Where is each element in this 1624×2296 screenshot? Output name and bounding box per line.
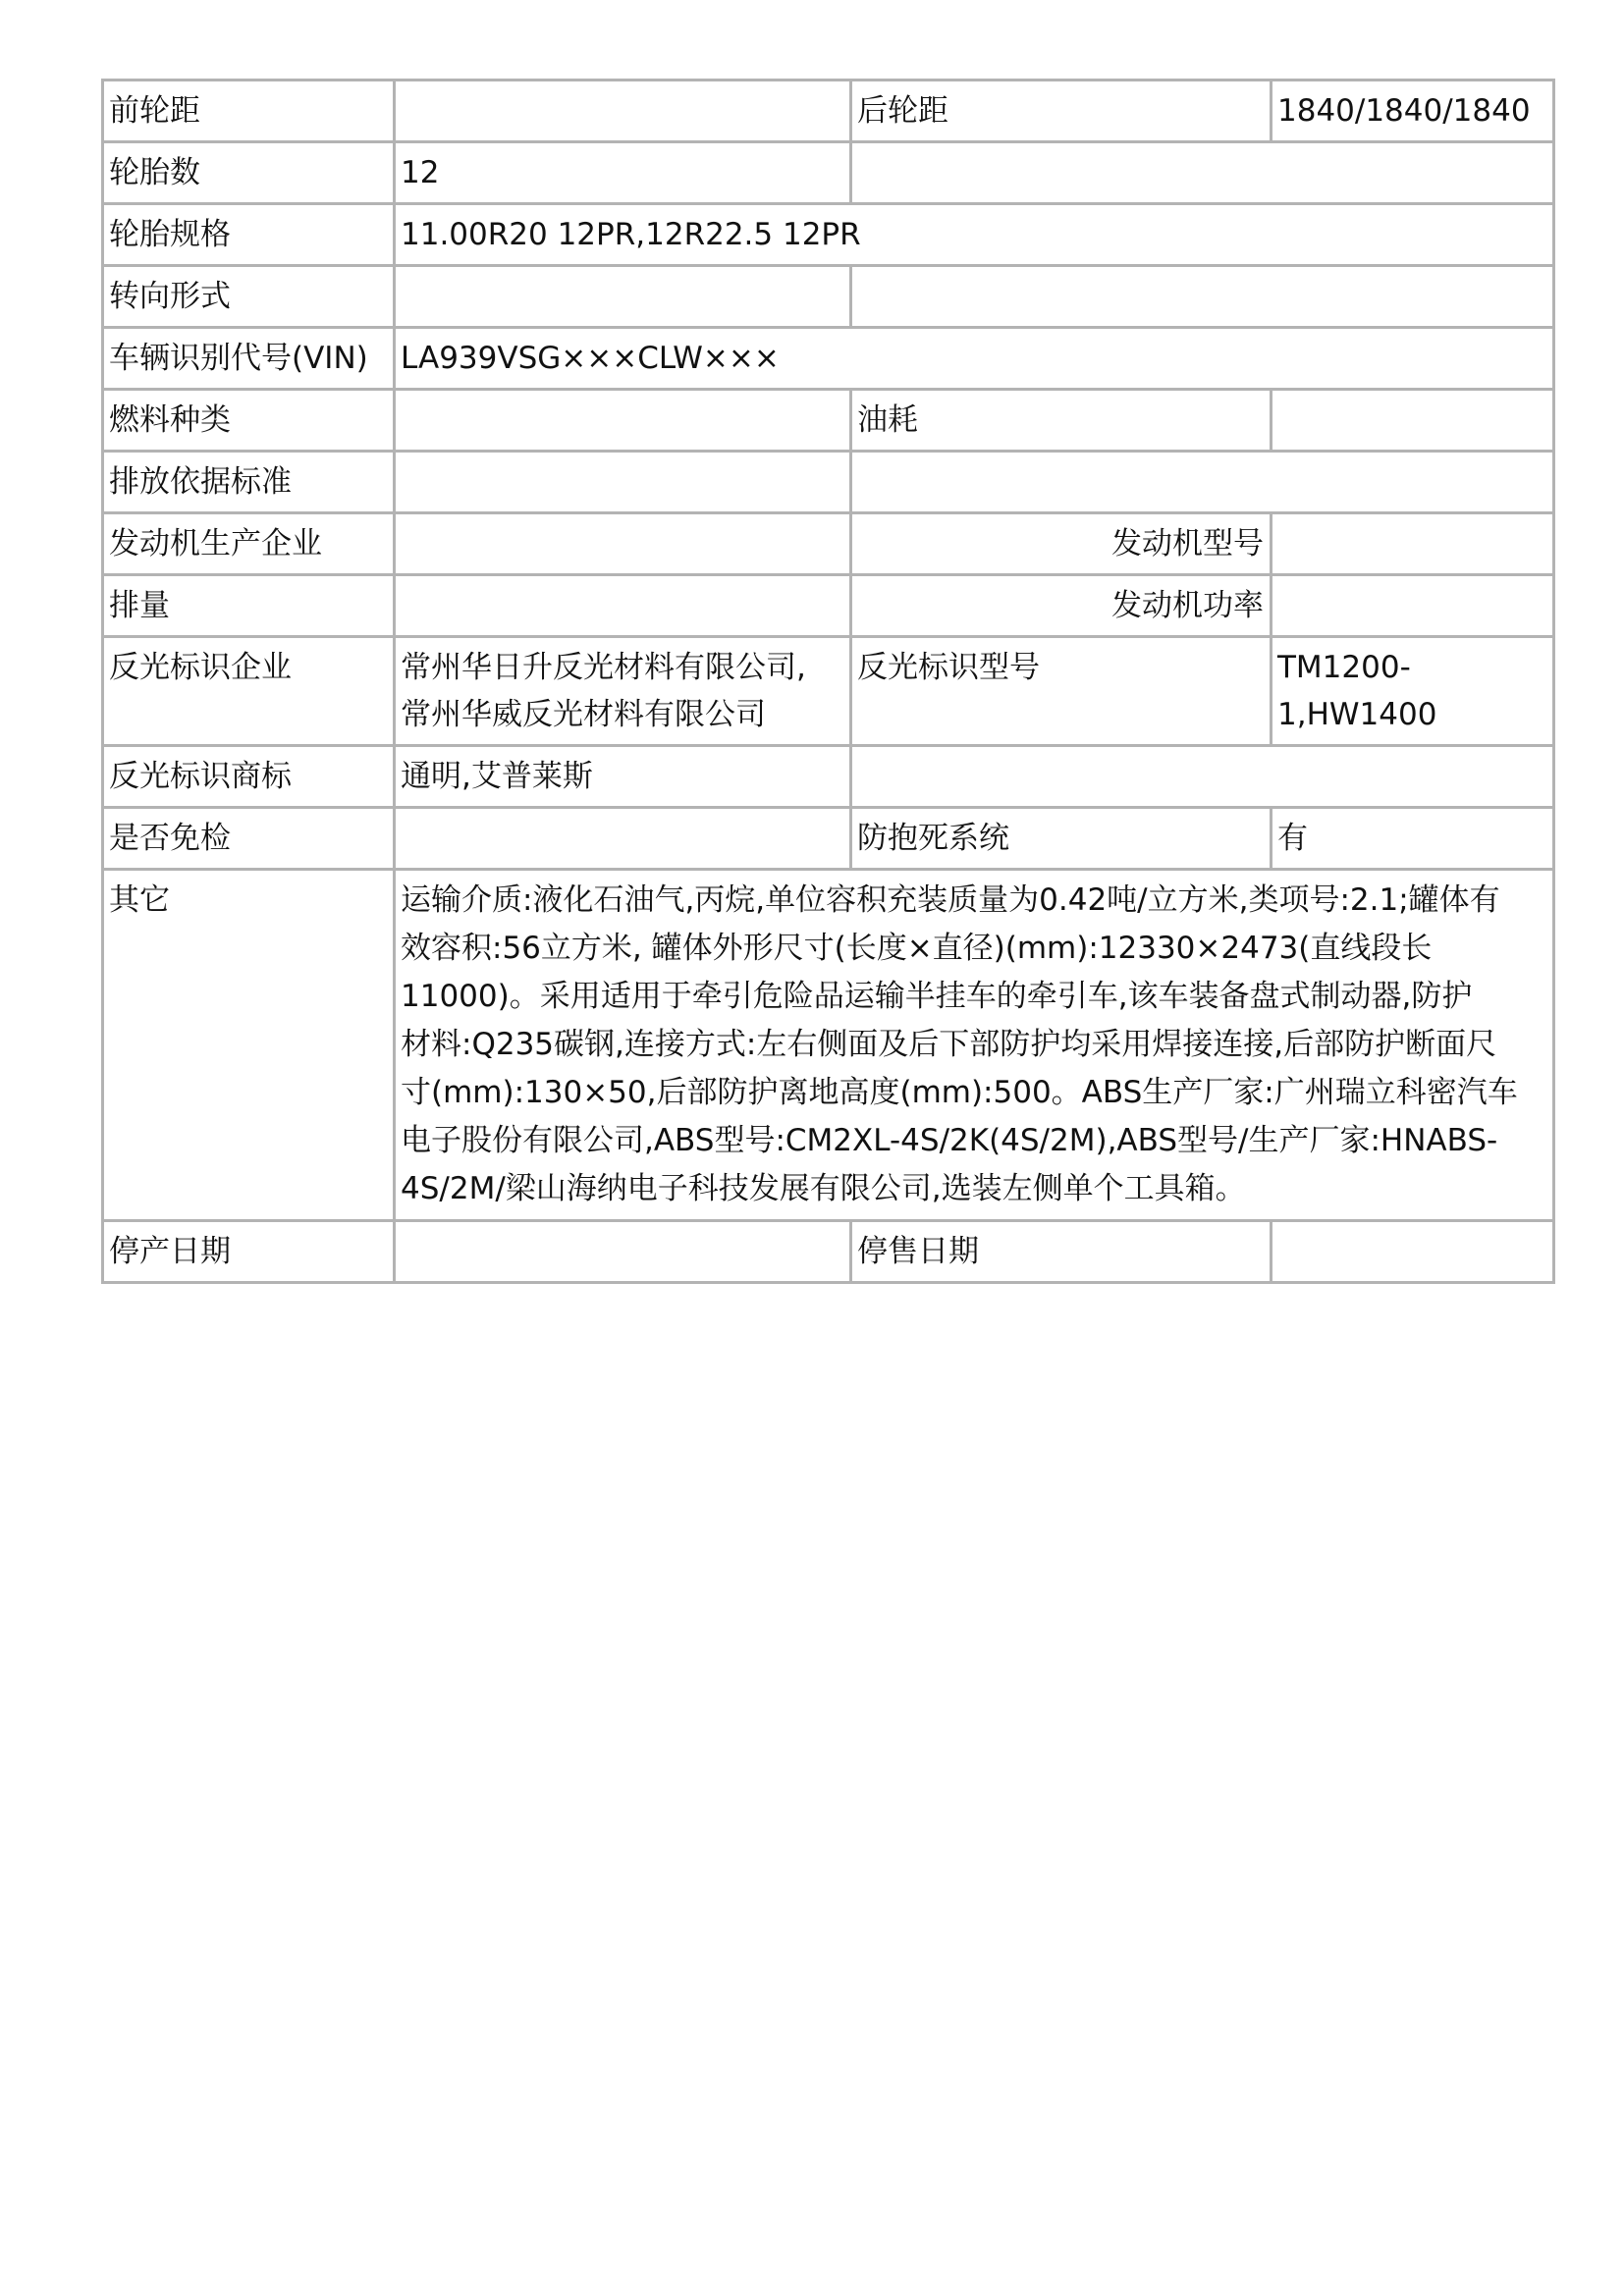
table-row-other [103,870,1554,1221]
steering-label: 转向形式 [103,266,395,328]
table-row-reflective-maker [103,637,1554,746]
engine-model-value [1272,513,1554,575]
reflective-model-line: 1,HW1400 [1277,697,1437,732]
other-line: 运输介质:液化石油气,丙烷,单位容积充装质量为0.42吨/立方米,类项号:2.1;罐体有 [401,882,1500,918]
engine-maker-value [395,513,851,575]
table-row-emission [103,452,1554,513]
reflective-brand-extra [851,746,1554,808]
other-line: 电子股份有限公司,ABS型号:CM2XL-4S/2K(4S/2M),ABS型号/生产厂家:HNABS- [401,1123,1498,1158]
table-row-fuel [103,390,1554,452]
emission-extra [851,452,1554,513]
table-row-reflective-brand [103,746,1554,808]
exempt-value [395,808,851,870]
other-line: 材料:Q235碳钢,连接方式:左右侧面及后下部防护均采用焊接连接,后部防护断面尺 [401,1027,1497,1062]
tire-count-extra [851,142,1554,204]
reflective-brand-label: 反光标识商标 [103,746,395,808]
reflective-maker-value [395,637,851,746]
engine-maker-label: 发动机生产企业 [103,513,395,575]
table-row-engine-maker [103,513,1554,575]
other-value [395,870,1554,1221]
fuel-consumption-label: 油耗 [851,390,1272,452]
table-row-exempt [103,808,1554,870]
abs-value: 有 [1272,808,1554,870]
vin-label: 车辆识别代号(VIN) [103,328,395,390]
table-row-tire-count [103,142,1554,204]
tire-spec-value: 11.00R20 12PR,12R22.5 12PR [395,204,1554,266]
reflective-maker-line: 常州华威反光材料有限公司 [401,697,766,732]
stop-sale-value [1272,1221,1554,1283]
emission-value [395,452,851,513]
other-label: 其它 [103,870,395,1221]
fuel-value [395,390,851,452]
stop-sale-label: 停售日期 [851,1221,1272,1283]
vin-value: LA939VSG×××CLW××× [395,328,1554,390]
front-track-label: 前轮距 [103,80,395,142]
steering-value [395,266,851,328]
rear-track-value: 1840/1840/1840 [1272,80,1554,142]
exempt-label: 是否免检 [103,808,395,870]
table-row-front-track [103,80,1554,142]
reflective-model-line: TM1200- [1277,650,1411,685]
tire-spec-label: 轮胎规格 [103,204,395,266]
vehicle-spec-table [101,79,1555,1284]
table-row-tire-spec [103,204,1554,266]
displacement-value [395,575,851,637]
other-line: 4S/2M/梁山海纳电子科技发展有限公司,选装左侧单个工具箱。 [401,1171,1246,1206]
steering-extra [851,266,1554,328]
reflective-maker-line: 常州华日升反光材料有限公司, [401,650,806,685]
abs-label: 防抱死系统 [851,808,1272,870]
table-row-steering [103,266,1554,328]
fuel-label: 燃料种类 [103,390,395,452]
table-row-vin [103,328,1554,390]
other-line: 寸(mm):130×50,后部防护离地高度(mm):500。ABS生产厂家:广州瑞立科密汽车 [401,1075,1518,1110]
table-row-stop-production [103,1221,1554,1283]
reflective-brand-value: 通明,艾普莱斯 [395,746,851,808]
reflective-maker-label: 反光标识企业 [103,637,395,746]
table-row-displacement [103,575,1554,637]
reflective-model-value [1272,637,1554,746]
displacement-label: 排量 [103,575,395,637]
stop-production-label: 停产日期 [103,1221,395,1283]
front-track-value [395,80,851,142]
other-line: 11000)。采用适用于牵引危险品运输半挂车的牵引车,该车装备盘式制动器,防护 [401,979,1473,1014]
engine-power-value [1272,575,1554,637]
tire-count-value: 12 [395,142,851,204]
stop-production-value [395,1221,851,1283]
fuel-consumption-value [1272,390,1554,452]
other-line: 效容积:56立方米, 罐体外形尺寸(长度×直径)(mm):12330×2473(直线段长 [401,931,1433,966]
reflective-model-label: 反光标识型号 [851,637,1272,746]
rear-track-label: 后轮距 [851,80,1272,142]
tire-count-label: 轮胎数 [103,142,395,204]
emission-label: 排放依据标准 [103,452,395,513]
engine-model-label: 发动机型号 [851,513,1272,575]
engine-power-label: 发动机功率 [851,575,1272,637]
